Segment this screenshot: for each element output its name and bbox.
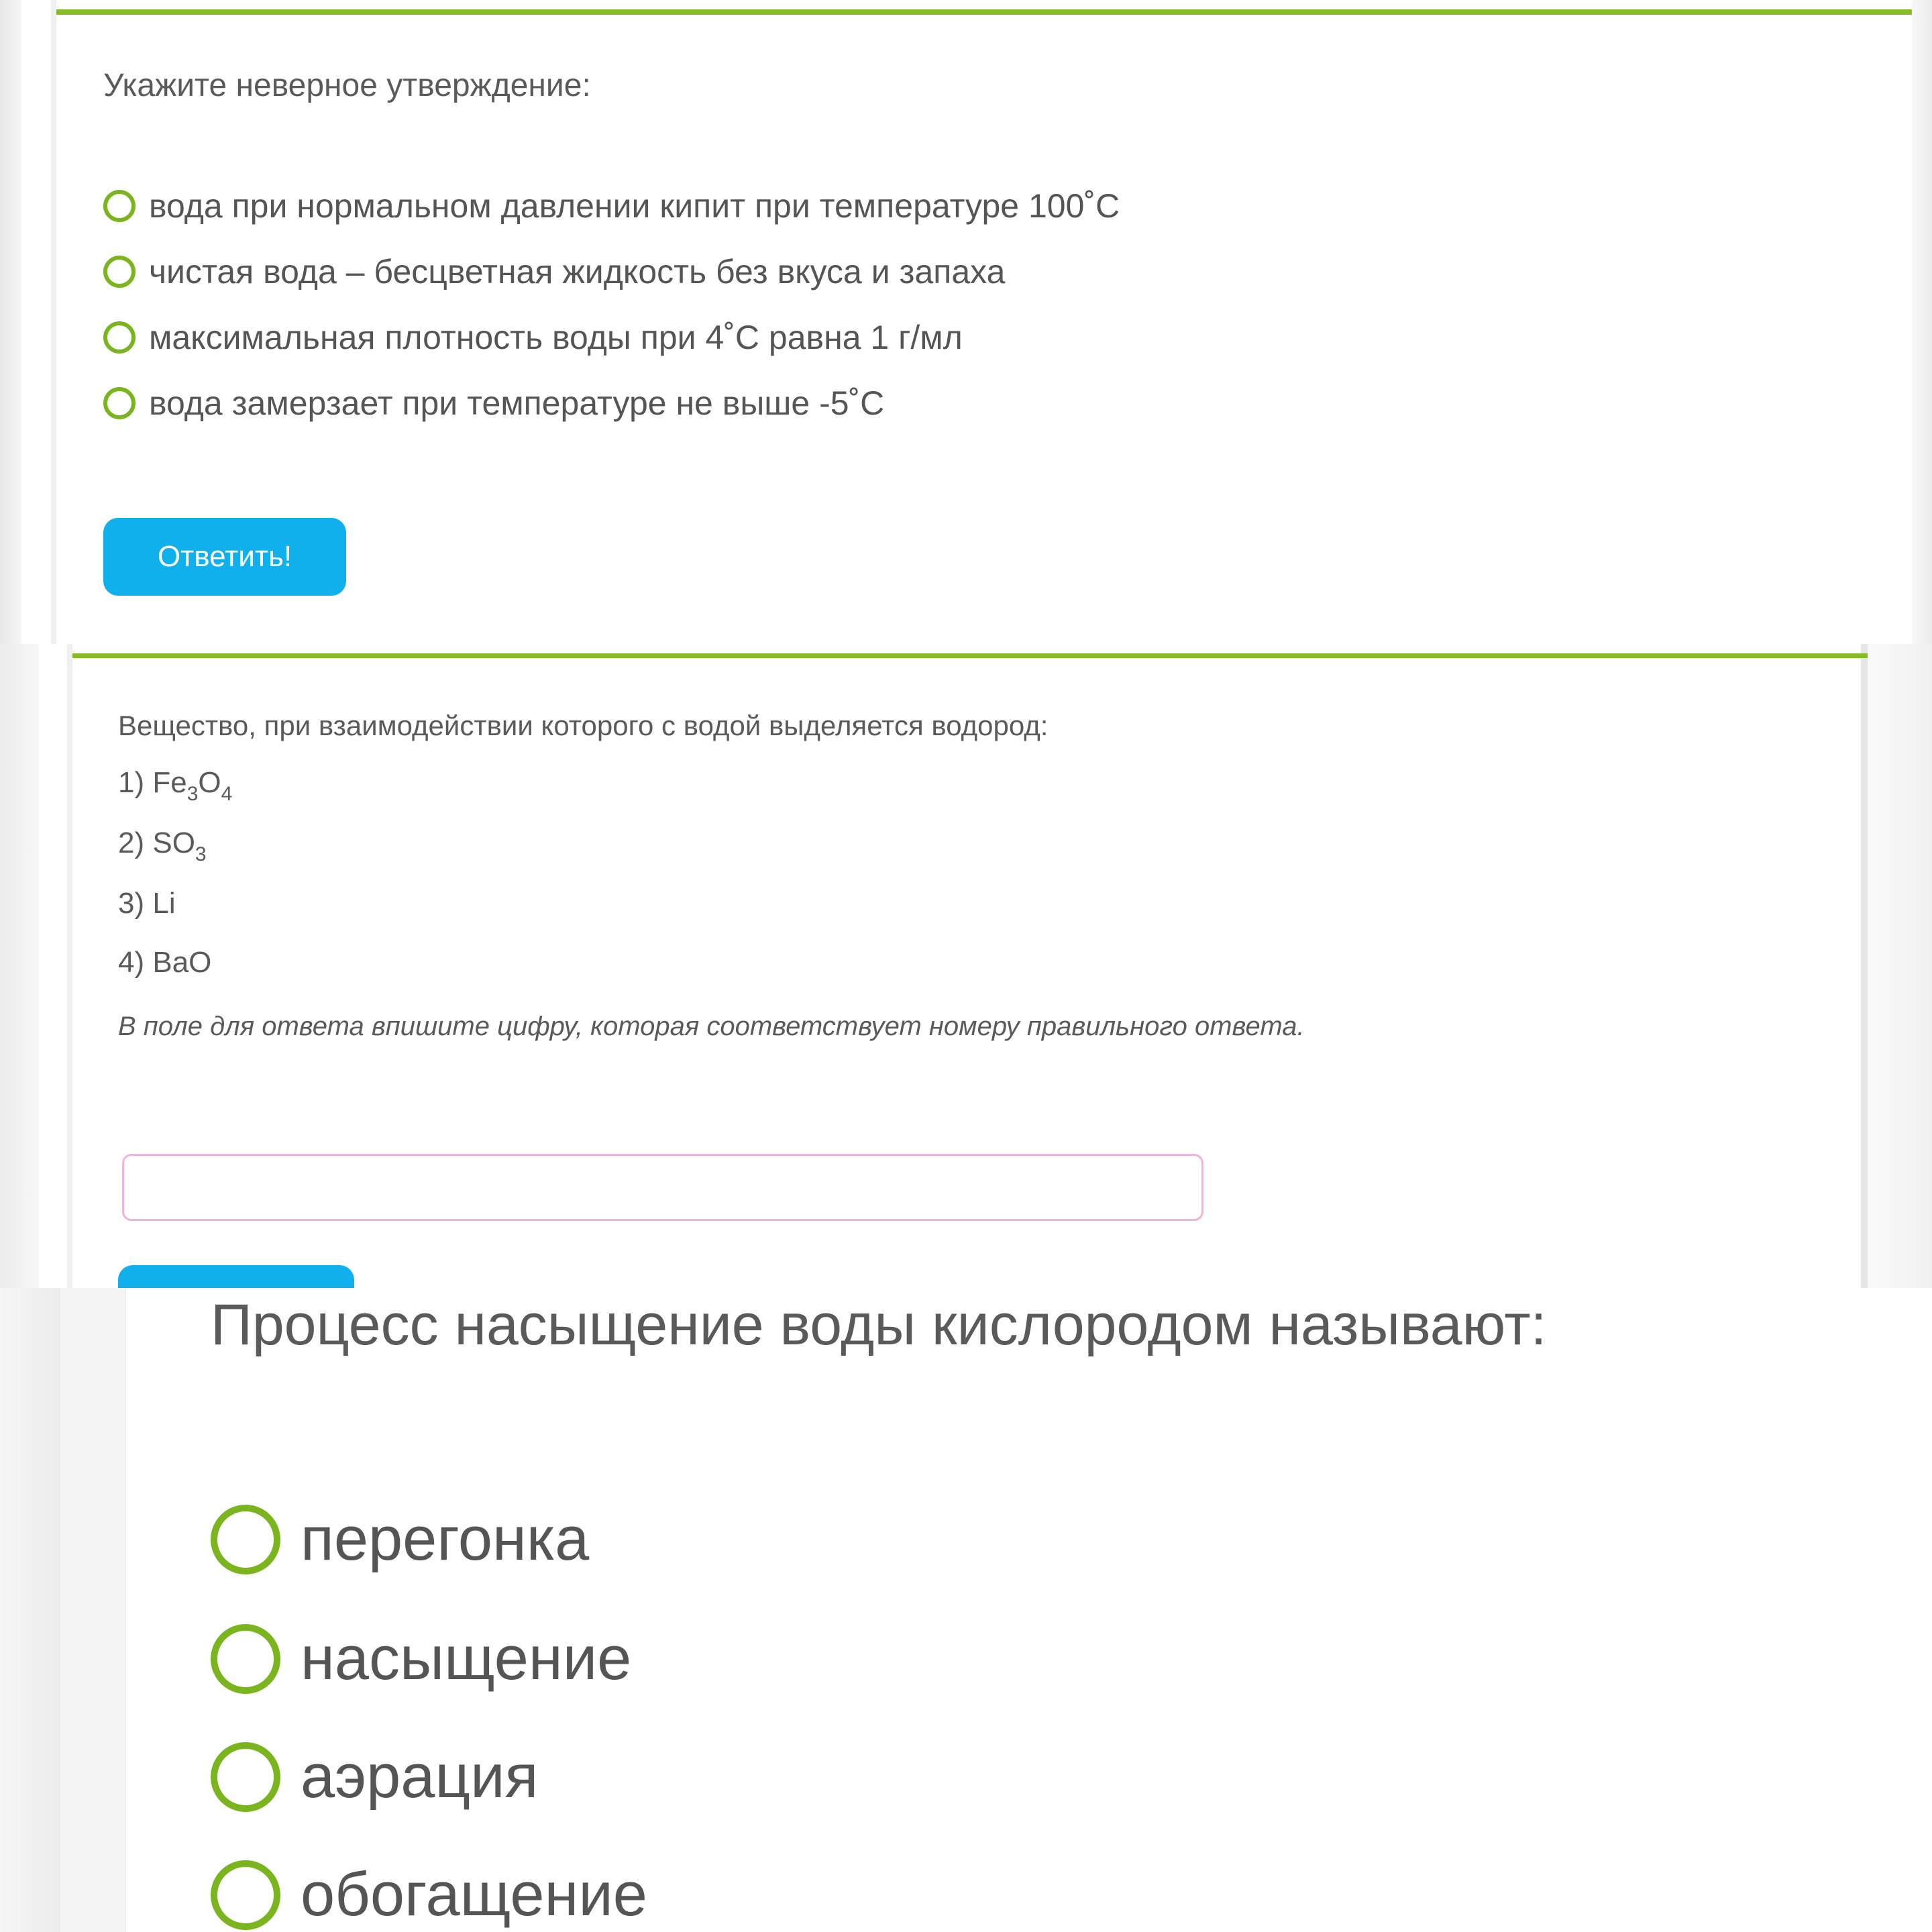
radio-circle-icon[interactable] (211, 1624, 280, 1694)
right-margin (1912, 0, 1932, 644)
choice-subscript: 3 (186, 783, 199, 805)
option-label: аэрация (301, 1742, 539, 1811)
radio-option-3[interactable] (211, 1741, 538, 1812)
choice-subscript: 4 (221, 783, 233, 805)
question-card-2 (0, 644, 1932, 1288)
question-text: Укажите неверное утверждение: (103, 68, 591, 103)
right-margin (1868, 644, 1932, 1288)
choice-subscript: 3 (195, 843, 207, 865)
radio-option-2[interactable] (211, 1623, 631, 1694)
option-label: вода при нормальном давлении кипит при температуре 100˚С (149, 187, 1120, 225)
card-top-accent (72, 653, 1868, 658)
card-top-accent (56, 9, 1912, 15)
choice-text: 3) Li (118, 887, 176, 920)
question-text: Процесс насыщение воды кислородом называют: (211, 1293, 1547, 1357)
choice-text: 2) SO (118, 826, 195, 859)
question-card-3 (0, 1288, 1932, 1932)
radio-option-3[interactable] (103, 318, 963, 357)
answer-hint: В поле для ответа впишите цифру, которая соответствует номеру правильного ответа. (118, 1012, 1305, 1041)
card-right-border (1861, 644, 1868, 1288)
radio-option-1[interactable] (211, 1504, 589, 1574)
card-left-border (51, 0, 56, 644)
radio-circle-icon[interactable] (103, 387, 136, 419)
option-label: насыщение (301, 1624, 632, 1693)
choice-1 (118, 766, 233, 805)
submit-answer-button[interactable]: Ответить! (103, 518, 346, 596)
choice-text: 1) Fe (118, 766, 187, 799)
option-label: перегонка (301, 1505, 590, 1573)
radio-circle-icon[interactable] (211, 1505, 280, 1574)
question-text: Вещество, при взаимодействии которого с водой выделяется водород: (118, 710, 1049, 741)
left-margin (0, 644, 39, 1288)
option-label: чистая вода – бесцветная жидкость без вкуса и запаха (149, 253, 1006, 290)
question-card-1 (0, 0, 1932, 644)
card-left-border (60, 1288, 126, 1932)
choice-text: 4) BaO (118, 946, 212, 979)
option-label: обогащение (301, 1860, 647, 1929)
option-label: вода замерзает при температуре не выше -5˚С (149, 384, 885, 422)
choice-text: O (198, 766, 221, 799)
option-label: максимальная плотность воды при 4˚С равна 1 г/мл (149, 319, 963, 356)
radio-circle-icon[interactable] (211, 1742, 280, 1812)
radio-option-2[interactable] (103, 252, 1005, 291)
left-margin (0, 0, 21, 644)
choice-2 (118, 826, 207, 865)
radio-circle-icon[interactable] (103, 256, 136, 288)
radio-circle-icon[interactable] (103, 321, 136, 354)
left-margin (0, 1288, 60, 1932)
radio-option-1[interactable] (103, 186, 1120, 225)
radio-circle-icon[interactable] (103, 190, 136, 222)
answer-input[interactable] (122, 1154, 1203, 1221)
radio-option-4[interactable] (103, 384, 884, 423)
radio-circle-icon[interactable] (211, 1860, 280, 1930)
submit-answer-button[interactable] (118, 1265, 354, 1288)
choice-4 (118, 946, 211, 979)
card-left-border (67, 644, 72, 1288)
choice-3 (118, 887, 176, 920)
radio-option-4[interactable] (211, 1860, 647, 1930)
